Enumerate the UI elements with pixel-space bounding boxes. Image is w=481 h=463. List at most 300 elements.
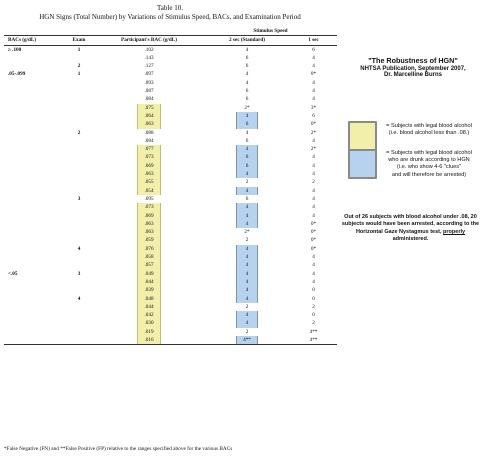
summary-part: Out of 26 subjects with blood alcohol under .08, 20 subjects would have been arrested, according to the Horizontal Gaze Nystagmus test, [341,214,480,235]
cell-1sec [290,328,337,336]
cell-1sec [290,303,337,311]
cell-participant-bac [94,170,204,178]
cell-2sec-value: 4 [237,295,257,303]
cell-exam [64,286,94,294]
cell-1sec-value: 6 [312,46,315,53]
cell-2sec-value: 2* [244,104,250,111]
cell-1sec-value: 0* [310,220,317,227]
cell-1sec [290,253,337,261]
cell-2sec-value: 4 [237,270,257,278]
cell-2sec-value: 4 [237,278,257,286]
cell-bacs [4,145,64,153]
cell-1sec [290,95,337,103]
cell-participant-bac-value: .063 [138,170,160,178]
header-row [4,36,337,45]
cell-2sec-value: 6 [245,88,249,95]
cell-exam [64,162,94,170]
cell-2sec-value: 4 [237,187,257,195]
side-publication: NHTSA Publication, September 2007, [360,66,466,72]
cell-1sec [290,70,337,78]
cell-exam [64,261,94,269]
cell-participant-bac-value: .063 [138,228,160,236]
cell-1sec [290,62,337,70]
cell-participant-bac [94,228,204,236]
cell-exam [64,328,94,336]
table-row [4,195,337,203]
cell-participant-bac-value: .069 [138,212,160,220]
cell-participant-bac [94,328,204,336]
cell-2sec [204,245,290,253]
cell-participant-bac [94,286,204,294]
cell-1sec [290,286,337,294]
cell-2sec [204,236,290,244]
cell-1sec-value: 0 [312,295,315,302]
cell-participant-bac-value: .019 [138,328,160,336]
cell-1sec-value: 4 [312,204,315,211]
cell-participant-bac [94,212,204,220]
table-row [4,112,337,120]
cell-exam [64,120,94,128]
cell-bacs [4,112,64,120]
cell-bacs [4,295,64,303]
table-row [4,145,337,153]
cell-2sec [204,87,290,95]
footnote: *False Negative (FN) and **False Positive (FP) relative to the ranges specified above for the various BACs [4,446,233,452]
cell-exam [64,319,94,327]
cell-participant-bac [94,311,204,319]
table-row [4,54,337,62]
table-row [4,62,337,70]
cell-1sec [290,104,337,112]
cell-2sec-value: 2 [245,303,249,310]
cell-2sec [204,137,290,145]
cell-exam [64,270,94,278]
table-row [4,120,337,128]
table-row [4,311,337,319]
table-row [4,170,337,178]
cell-1sec-value: 4 [312,79,315,86]
table-row [4,270,337,278]
cell-2sec [204,295,290,303]
table-row [4,245,337,253]
cell-1sec-value: 4 [312,262,315,269]
table-title: HGN Signs (Total Number) by Variations of Stimulus Speed, BACs, and Examination Period [39,13,301,21]
cell-1sec [290,195,337,203]
cell-exam-value: 3 [77,195,81,202]
cell-1sec [290,129,337,137]
cell-exam-value: 2 [77,129,81,136]
stimulus-speed-header: Stimulus Speed [204,27,337,36]
cell-1sec-value: 0* [310,229,317,236]
cell-bacs-value: .05-.099 [8,71,26,78]
cell-exam [64,195,94,203]
cell-exam [64,104,94,112]
cell-participant-bac [94,79,204,87]
cell-participant-bac-value: .016 [138,336,160,344]
cell-2sec-value: 4 [237,145,257,153]
cell-participant-bac [94,203,204,211]
side-heading [348,56,478,78]
cell-participant-bac-value: .088 [144,129,154,136]
table-row [4,319,337,327]
cell-participant-bac-value: .030 [138,319,160,327]
cell-participant-bac-value: .063 [138,220,160,228]
cell-1sec-value: 4 [312,195,315,202]
cell-bacs [4,170,64,178]
cell-1sec [290,295,337,303]
cell-participant-bac [94,62,204,70]
cell-participant-bac [94,87,204,95]
cell-bacs [4,45,64,54]
cell-1sec [290,54,337,62]
cell-bacs [4,328,64,336]
cell-participant-bac [94,178,204,186]
cell-2sec-value: 2* [244,229,250,236]
cell-2sec-value: 4 [245,71,249,78]
cell-bacs [4,286,64,294]
cell-bacs [4,319,64,327]
cell-bacs [4,270,64,278]
table-row [4,95,337,103]
cell-2sec-value: 4 [245,129,249,136]
cell-participant-bac [94,336,204,345]
cell-2sec [204,187,290,195]
cell-exam [64,336,94,345]
cell-2sec [204,54,290,62]
cell-bacs [4,129,64,137]
side-title: "The Robustness of HGN" [368,56,458,65]
cell-exam [64,236,94,244]
cell-1sec-value: 2 [312,179,315,186]
cell-bacs [4,195,64,203]
cell-2sec [204,286,290,294]
cell-exam [64,79,94,87]
cell-participant-bac [94,70,204,78]
legend-yellow-line: (i.e. blood alcohol less than .08.) [388,130,470,137]
cell-participant-bac-value: .044 [138,303,160,311]
cell-exam [64,137,94,145]
cell-bacs [4,87,64,95]
cell-2sec-value: 2 [245,328,249,335]
cell-participant-bac [94,120,204,128]
table-row [4,253,337,261]
cell-exam-value: 2 [77,63,81,70]
cell-2sec-value: 4 [237,245,257,253]
cell-2sec-value: 4 [237,253,257,261]
cell-participant-bac [94,270,204,278]
cell-exam [64,303,94,311]
legend-blue-line: (i.e. who show 4-6 "clues" [397,164,461,171]
cell-2sec-value: 2 [245,237,249,244]
cell-1sec-value: 4 [312,88,315,95]
cell-1sec [290,261,337,269]
cell-1sec [290,79,337,87]
cell-2sec [204,278,290,286]
cell-2sec-value: 4 [237,286,257,294]
cell-bacs [4,62,64,70]
cell-2sec [204,145,290,153]
cell-2sec [204,79,290,87]
cell-exam-value: 1 [77,71,81,78]
cell-2sec-value: 6 [237,162,257,170]
cell-1sec-value: 2 [312,303,315,310]
cell-1sec [290,187,337,195]
cell-bacs [4,220,64,228]
cell-2sec-value: 4 [245,79,249,86]
legend-blue-line: and will therefore be arrested) [391,171,467,178]
cell-exam [64,295,94,303]
cell-1sec-value: 4 [312,254,315,261]
cell-1sec [290,220,337,228]
table-body [4,45,337,345]
table-row [4,162,337,170]
cell-bacs [4,311,64,319]
cell-participant-bac-value: .097 [144,71,154,78]
cell-participant-bac-value: .077 [138,145,160,153]
cell-participant-bac-value: .073 [138,203,160,211]
cell-2sec [204,162,290,170]
table-row [4,137,337,145]
cell-1sec-value: 4 [312,187,315,194]
cell-2sec [204,45,290,54]
table-row [4,278,337,286]
cell-participant-bac [94,220,204,228]
cell-1sec [290,45,337,54]
cell-exam [64,45,94,54]
table-row [4,187,337,195]
cell-1sec-value: 0 [312,287,315,294]
cell-2sec-value: 4 [237,261,257,269]
header-row-group [4,27,337,36]
cell-2sec [204,153,290,161]
table-row [4,203,337,211]
cell-participant-bac [94,95,204,103]
cell-2sec [204,220,290,228]
cell-2sec [204,303,290,311]
cell-2sec-value: 6 [237,153,257,161]
cell-participant-bac [94,295,204,303]
legend-yellow-text [378,123,480,137]
col-header-exam: Exam [64,36,94,45]
cell-1sec-value: 2* [310,129,317,136]
col-header-1sec: 1 sec [290,36,337,45]
cell-participant-bac-value: .087 [144,88,154,95]
cell-1sec [290,87,337,95]
cell-bacs [4,104,64,112]
cell-exam [64,62,94,70]
cell-2sec [204,112,290,120]
cell-bacs [4,253,64,261]
cell-bacs [4,162,64,170]
cell-1sec [290,319,337,327]
cell-exam [64,87,94,95]
cell-1sec [290,203,337,211]
cell-1sec-value: 4 [312,154,315,161]
cell-2sec [204,228,290,236]
cell-participant-bac [94,236,204,244]
cell-participant-bac-value: .044 [138,278,160,286]
cell-bacs-value: <.05 [8,270,18,277]
cell-1sec [290,170,337,178]
cell-bacs [4,336,64,345]
cell-exam [64,170,94,178]
cell-1sec [290,120,337,128]
cell-2sec-value: 4 [237,112,257,120]
cell-1sec-value: 2* [310,146,317,153]
cell-2sec [204,95,290,103]
cell-participant-bac-value: .084 [144,96,154,103]
cell-2sec [204,336,290,345]
cell-2sec [204,253,290,261]
cell-2sec [204,319,290,327]
cell-participant-bac-value: .076 [138,245,160,253]
cell-participant-bac [94,112,204,120]
cell-participant-bac [94,145,204,153]
cell-participant-bac [94,187,204,195]
cell-participant-bac [94,162,204,170]
cell-1sec-value: 4 [312,278,315,285]
cell-bacs [4,187,64,195]
cell-exam [64,70,94,78]
cell-participant-bac [94,137,204,145]
cell-1sec-value: 4 [312,96,315,103]
table-row [4,261,337,269]
cell-bacs [4,278,64,286]
cell-participant-bac-value: .127 [144,63,154,70]
cell-bacs [4,303,64,311]
cell-exam [64,153,94,161]
cell-participant-bac-value: .042 [138,311,160,319]
cell-participant-bac [94,245,204,253]
cell-1sec-value: 4** [309,336,318,343]
table-row [4,286,337,294]
cell-participant-bac-value: .063 [138,120,160,128]
cell-1sec [290,137,337,145]
cell-1sec [290,153,337,161]
cell-participant-bac-value: .143 [144,54,154,61]
cell-exam [64,112,94,120]
cell-1sec-value: 2 [312,320,315,327]
cell-participant-bac-value: .059 [138,236,160,244]
cell-1sec-value: 6 [312,112,315,119]
cell-2sec [204,70,290,78]
cell-1sec-value: 4 [312,270,315,277]
table-row [4,303,337,311]
cell-1sec-value: 4** [309,328,318,335]
cell-bacs [4,95,64,103]
cell-bacs [4,153,64,161]
cell-2sec [204,270,290,278]
cell-bacs [4,245,64,253]
cell-1sec-value: 4 [312,212,315,219]
cell-participant-bac-value: .039 [138,286,160,294]
table-row [4,87,337,95]
cell-participant-bac-value: .069 [138,162,160,170]
cell-exam [64,245,94,253]
cell-1sec-value: 4 [312,63,315,70]
legend-blue-swatch [348,149,377,179]
cell-1sec-value: 0* [310,245,317,252]
cell-bacs [4,212,64,220]
cell-1sec-value: 3* [310,104,317,111]
cell-2sec-value: 6 [245,137,249,144]
cell-2sec [204,195,290,203]
table-row [4,104,337,112]
cell-bacs [4,236,64,244]
cell-2sec [204,178,290,186]
cell-2sec [204,129,290,137]
cell-exam [64,212,94,220]
col-header-participant-bac: Participant's BAC (g/dL) [94,36,204,45]
cell-1sec [290,145,337,153]
cell-exam [64,145,94,153]
cell-1sec-value: 0* [310,121,317,128]
cell-1sec-value: 0 [312,312,315,319]
cell-1sec [290,228,337,236]
cell-1sec-value: 4 [312,137,315,144]
cell-1sec [290,311,337,319]
cell-participant-bac-value: .093 [144,79,154,86]
cell-1sec [290,278,337,286]
cell-exam [64,95,94,103]
legend-blue-line: who are drunk according to HGN [388,157,470,164]
cell-1sec [290,270,337,278]
cell-2sec-value: 4 [237,170,257,178]
cell-exam-value: 4 [77,245,81,252]
cell-participant-bac [94,319,204,327]
col-header-bacs: BACs (g/dL) [4,36,64,45]
table-number: Table 10. [157,4,183,12]
cell-2sec [204,203,290,211]
col-header-2sec: 2 sec (Standard) [204,36,290,45]
table-row [4,45,337,54]
cell-2sec-value: 4 [237,212,257,220]
cell-bacs-value: ≥ .100 [8,46,22,53]
hgn-table [4,27,337,345]
cell-bacs [4,54,64,62]
cell-participant-bac [94,153,204,161]
cell-bacs [4,203,64,211]
cell-participant-bac-value: .064 [138,112,160,120]
cell-bacs [4,79,64,87]
table-row [4,153,337,161]
legend-blue-text [378,150,480,179]
cell-1sec [290,112,337,120]
cell-2sec-value: 4 [245,46,249,53]
cell-2sec-value: 6 [237,120,257,128]
table-row [4,70,337,78]
cell-bacs [4,228,64,236]
side-author: Dr. Marcelline Burns [383,72,443,78]
cell-2sec [204,328,290,336]
table-row [4,79,337,87]
cell-participant-bac-value: .102 [144,46,154,53]
cell-1sec [290,212,337,220]
cell-participant-bac-value: .048 [138,295,160,303]
cell-2sec-value: 6 [245,54,249,61]
cell-2sec [204,212,290,220]
table-row [4,328,337,336]
cell-2sec-value: 6 [245,96,249,103]
cell-participant-bac-value: .058 [138,253,160,261]
cell-exam [64,129,94,137]
cell-participant-bac [94,104,204,112]
cell-bacs [4,137,64,145]
cell-2sec [204,311,290,319]
cell-participant-bac-value: .054 [138,187,160,195]
cell-participant-bac [94,261,204,269]
cell-2sec-value: 4 [237,311,257,319]
